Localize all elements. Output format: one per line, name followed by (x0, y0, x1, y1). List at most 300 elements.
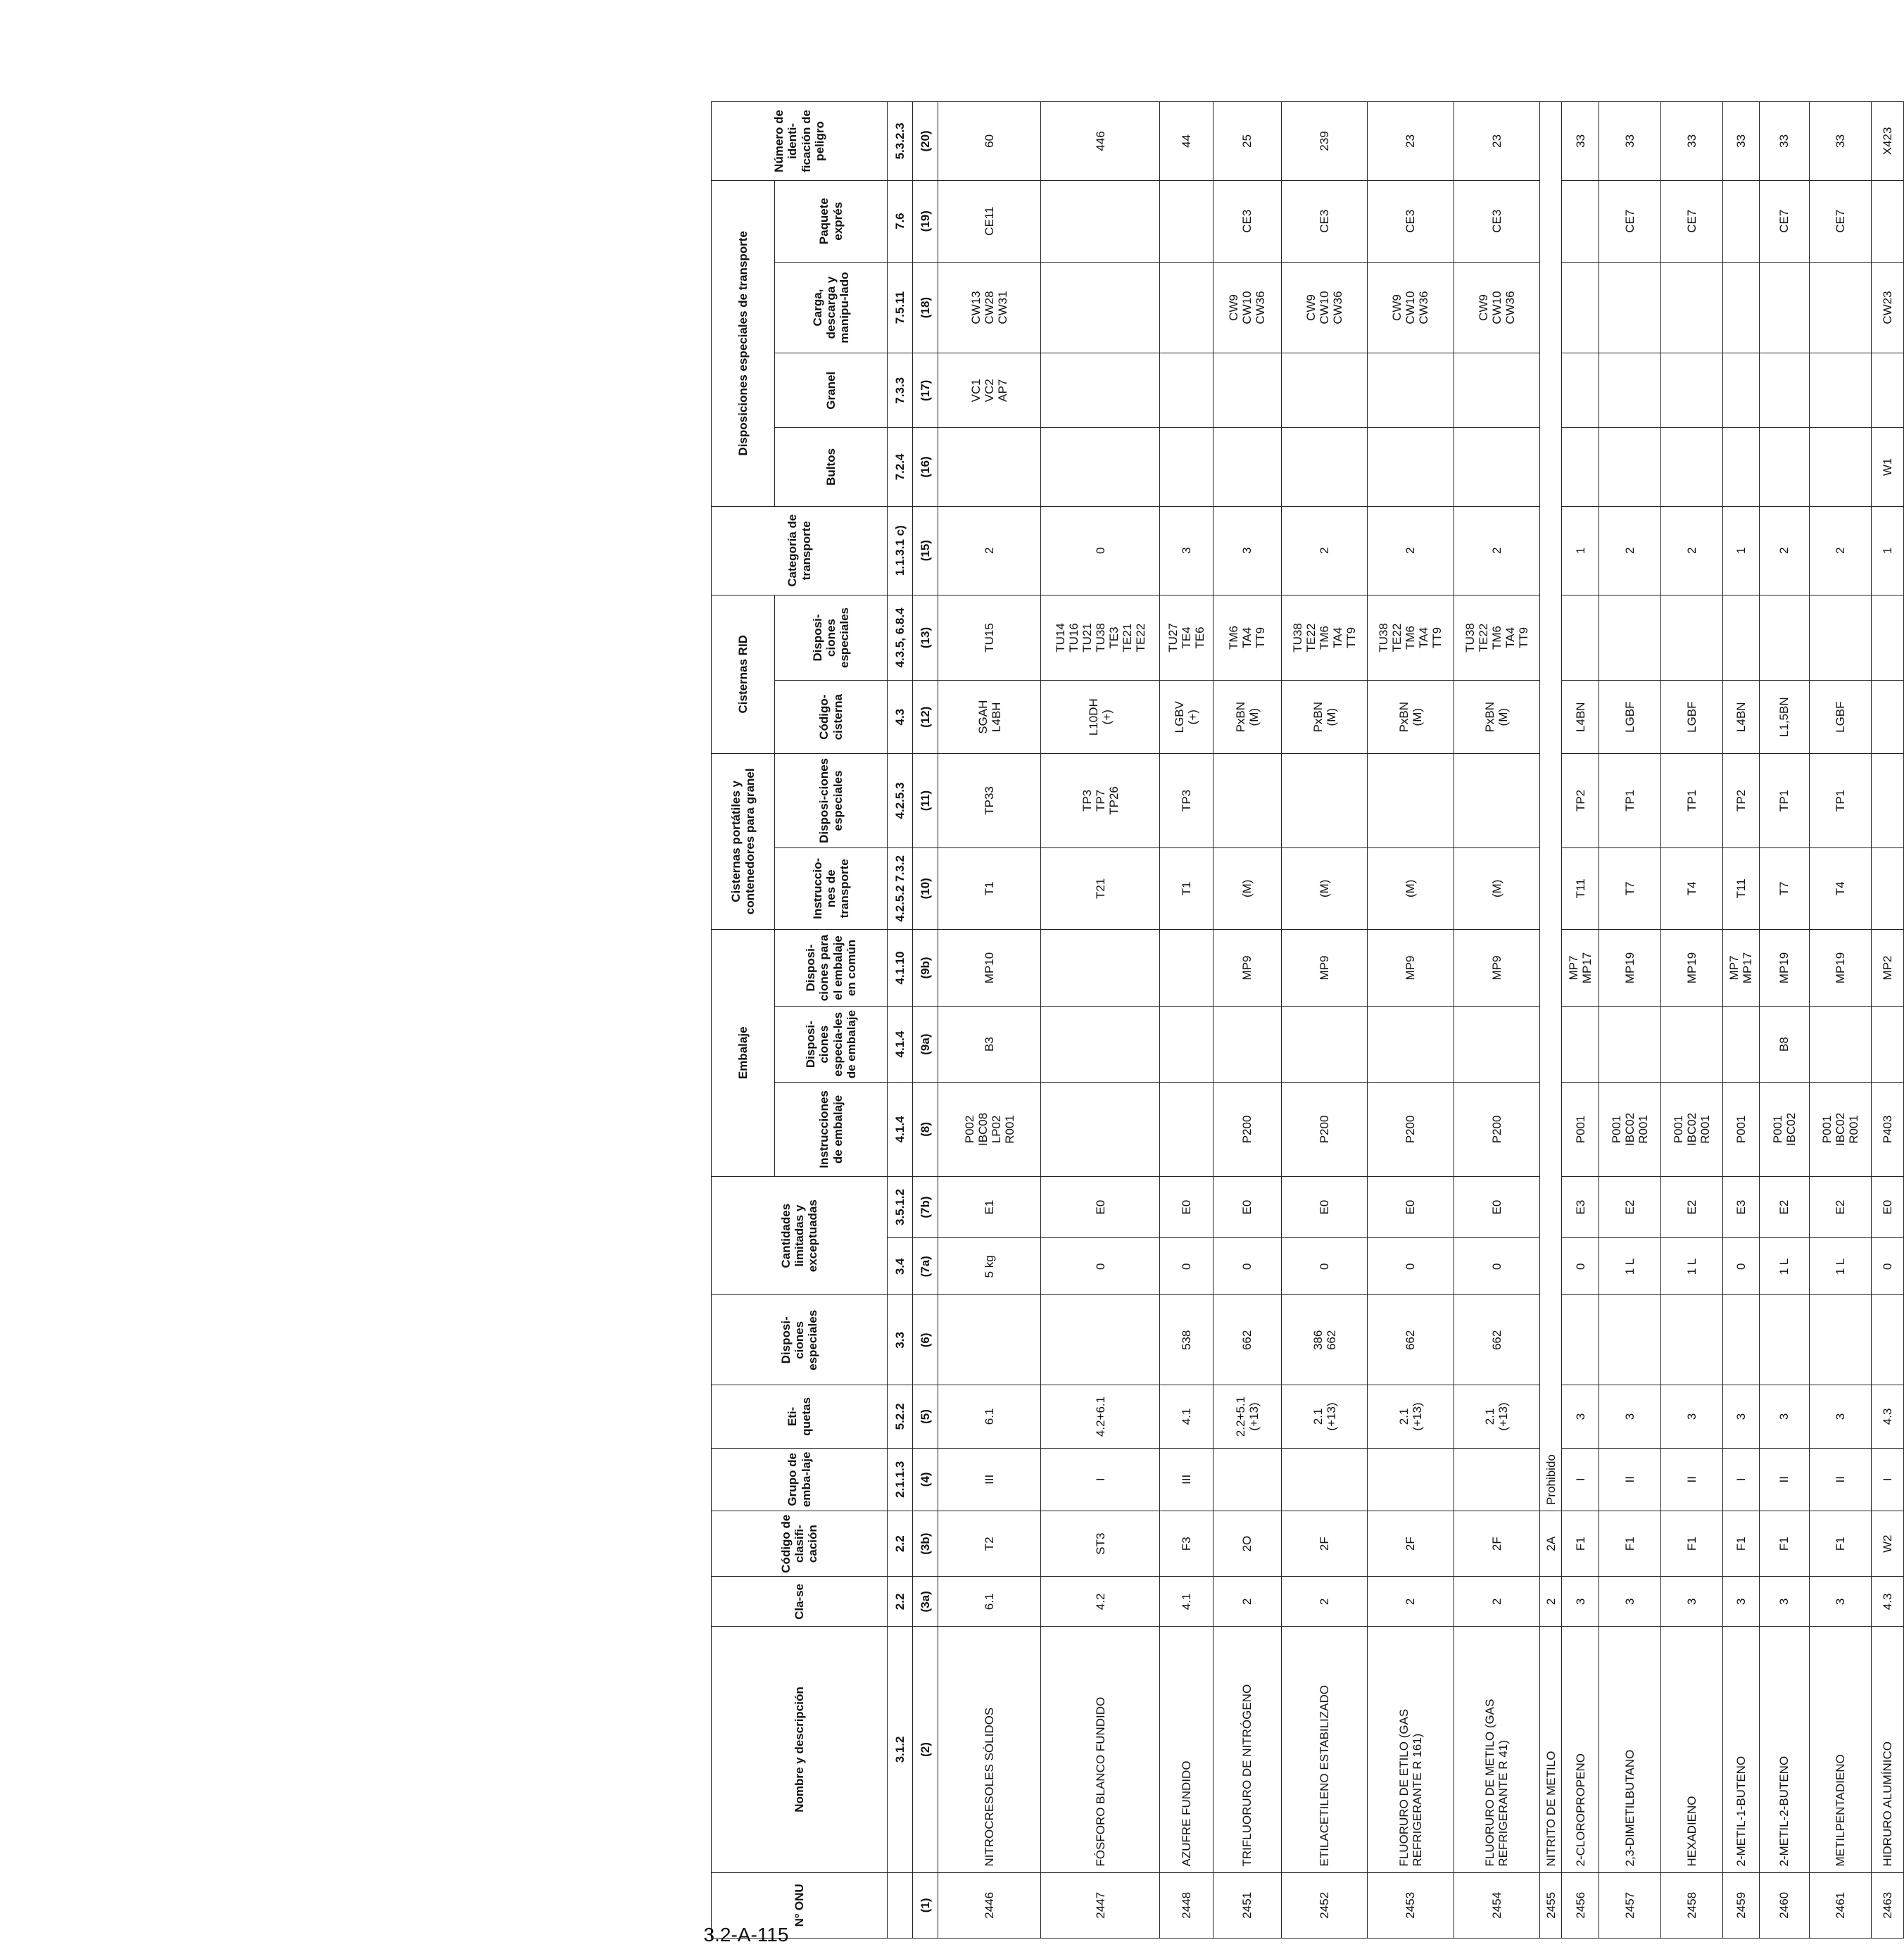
header-un-no: Nº ONU (712, 1872, 888, 1938)
table-cell (1282, 1385, 1368, 1448)
cell-line: (M) (1324, 707, 1338, 726)
cell-line: TU38 (1291, 623, 1305, 653)
reference-cell: 2.2 (888, 1511, 913, 1576)
table-cell: 33 (1809, 102, 1871, 181)
table-cell: II (1599, 1448, 1660, 1511)
table-cell (1159, 929, 1213, 1007)
cell-line: TT9 (1516, 626, 1530, 649)
cell-line: CW36 (1503, 291, 1517, 324)
table-cell: 2459 (1722, 1872, 1760, 1938)
table-cell: MP19 (1660, 929, 1722, 1007)
table-cell: E0 (1213, 1176, 1282, 1237)
cell-line: VC1 (969, 379, 983, 403)
table-row (1599, 102, 1660, 1939)
table-cell: 2458 (1660, 1872, 1722, 1938)
cell-line: CW10 (1318, 291, 1332, 324)
table-cell (938, 1082, 1041, 1176)
table-cell: L4BN (1562, 681, 1599, 754)
table-cell (938, 428, 1041, 507)
cell-line: R001 (1846, 1115, 1860, 1144)
table-cell: 1 L (1660, 1238, 1722, 1295)
table-cell (1213, 595, 1282, 681)
table-cell: 0 (1159, 1238, 1213, 1295)
table-cell: I (1722, 1448, 1760, 1511)
cell-line: TM6 (1404, 626, 1418, 650)
table-cell (1454, 681, 1539, 754)
table-cell: 33 (1722, 102, 1760, 181)
table-cell (1809, 262, 1871, 353)
header-codigo-clasificacion: Código de clasifi-cación (712, 1511, 888, 1576)
table-cell: ST3 (1041, 1511, 1160, 1576)
cell-line: TU38 (1377, 623, 1391, 653)
table-cell (1213, 753, 1282, 847)
cell-line: R001 (1002, 1115, 1016, 1144)
table-cell: 2 (1368, 506, 1454, 595)
table-cell (1809, 1007, 1871, 1083)
table-cell: TP33 (938, 753, 1041, 847)
column-number-cell: (17) (913, 353, 938, 428)
table-cell: TP1 (1809, 753, 1871, 847)
table-cell: 3 (1562, 1385, 1599, 1448)
cell-line: CW10 (1404, 291, 1418, 324)
table-cell: 2 (1539, 1577, 1562, 1627)
table-cell (1213, 428, 1282, 507)
cell-line: TA4 (1417, 627, 1431, 648)
table-cell (1760, 1295, 1810, 1385)
table-cell: MP19 (1809, 929, 1871, 1007)
cell-line: P002 (962, 1115, 976, 1144)
reference-cell: 5.2.2 (888, 1385, 913, 1448)
name-cell: 2-METIL-1-BUTENO (1722, 1627, 1760, 1872)
cell-line: TM6 (1227, 626, 1241, 650)
reference-cell: 4.3.5, 6.8.4 (888, 595, 913, 681)
table-cell (1660, 595, 1722, 681)
dangerous-goods-table (711, 101, 1904, 1939)
table-cell: TP1 (1599, 753, 1660, 847)
table-cell (1809, 1082, 1871, 1176)
cell-line: 2.2+5.1 (1233, 1396, 1247, 1437)
table-cell: 1 L (1760, 1238, 1810, 1295)
table-cell: P200 (1213, 1082, 1282, 1176)
table-cell (1722, 262, 1760, 353)
table-cell (1599, 428, 1660, 507)
table-cell: T11 (1722, 847, 1760, 929)
table-cell: 2454 (1454, 1872, 1539, 1938)
reference-row (888, 102, 913, 1939)
table-cell (1282, 262, 1368, 353)
cell-line: CW10 (1240, 291, 1254, 324)
table-cell: 3 (1159, 506, 1213, 595)
table-cell: T1 (938, 847, 1041, 929)
table-cell: T2 (938, 1511, 1041, 1576)
table-cell: I (1562, 1448, 1599, 1511)
table-cell: LGBF (1599, 681, 1660, 754)
cell-line: TE4 (1179, 626, 1193, 649)
cell-line: 2.1 (1397, 1408, 1411, 1425)
table-cell (1041, 353, 1160, 428)
column-number-cell: (18) (913, 262, 938, 353)
table-cell: 23 (1454, 102, 1539, 181)
table-cell: 2463 (1871, 1872, 1903, 1938)
cell-line: R001 (1698, 1115, 1712, 1144)
table-cell: P001 (1722, 1082, 1760, 1176)
cell-line: TA4 (1503, 627, 1517, 648)
table-cell (1562, 180, 1599, 262)
table-cell: L4BN (1722, 681, 1760, 754)
table-cell (1454, 753, 1539, 847)
table-cell: F1 (1660, 1511, 1722, 1576)
name-cell: AZUFRE FUNDIDO (1159, 1627, 1213, 1872)
cell-line: PxBN (1311, 701, 1325, 733)
table-cell (1871, 353, 1903, 428)
table-cell: III (938, 1448, 1041, 1511)
table-cell: TP1 (1660, 753, 1722, 847)
table-cell: 44 (1159, 102, 1213, 181)
cell-line: MP17 (1580, 952, 1594, 984)
cell-line: FLUORURO DE ETILO (GAS (1397, 1708, 1411, 1867)
cell-line: LGBV (1173, 701, 1187, 733)
table-cell: 0 (1562, 1238, 1599, 1295)
column-number-cell: (4) (913, 1448, 938, 1511)
table-cell: T21 (1041, 847, 1160, 929)
table-cell (1159, 353, 1213, 428)
table-cell: 2461 (1809, 1872, 1871, 1938)
table-cell: 1 L (1809, 1238, 1871, 1295)
cell-line: P001 (1609, 1115, 1623, 1144)
table-cell (1213, 262, 1282, 353)
cell-line: TE6 (1192, 626, 1206, 649)
table-cell (1041, 262, 1160, 353)
table-cell (1213, 1385, 1282, 1448)
cell-line: CW9 (1476, 294, 1490, 321)
table-cell (1041, 180, 1160, 262)
header-etiquetas: Eti-quetas (712, 1385, 888, 1448)
table-cell: 662 (1368, 1295, 1454, 1385)
cell-line: 662 (1324, 1330, 1338, 1351)
cell-line: IBC02 (1833, 1112, 1847, 1147)
table-cell: 1 L (1599, 1238, 1660, 1295)
table-cell (1722, 929, 1760, 1007)
table-row (1368, 102, 1454, 1939)
table-cell: 3 (1722, 1385, 1760, 1448)
table-cell (1159, 595, 1213, 681)
column-number-cell: (11) (913, 753, 938, 847)
table-cell: 3 (1809, 1385, 1871, 1448)
table-cell: 25 (1213, 102, 1282, 181)
table-cell (1809, 428, 1871, 507)
column-number-cell: (20) (913, 102, 938, 181)
reference-cell: 7.2.4 (888, 428, 913, 507)
column-number-cell: (1) (913, 1872, 938, 1938)
table-cell (1368, 1385, 1454, 1448)
table-cell (1599, 353, 1660, 428)
name-cell: NITRITO DE METILO (1539, 1627, 1562, 1872)
table-cell: 3 (1599, 1577, 1660, 1627)
table-row (938, 102, 1041, 1939)
table-cell (1809, 353, 1871, 428)
name-cell: 2,3-DIMETILBUTANO (1599, 1627, 1660, 1872)
table-cell (1599, 1007, 1660, 1083)
cell-line: CW9 (1304, 294, 1318, 321)
table-cell (1871, 1295, 1903, 1385)
table-cell (1454, 353, 1539, 428)
table-cell (1760, 1082, 1810, 1176)
table-cell (1599, 262, 1660, 353)
table-cell (1562, 428, 1599, 507)
table-cell: 2456 (1562, 1872, 1599, 1938)
table-cell: TP2 (1562, 753, 1599, 847)
table-cell: E2 (1809, 1176, 1871, 1237)
table-cell (1213, 1448, 1282, 1511)
table-cell (1871, 180, 1903, 262)
column-number-cell: (8) (913, 1082, 938, 1176)
column-number-cell: (9b) (913, 929, 938, 1007)
table-cell (1454, 428, 1539, 507)
table-cell: 2 (1599, 506, 1660, 595)
cell-line: 386 (1311, 1330, 1325, 1351)
table-cell: 0 (1722, 1238, 1760, 1295)
table-cell (1368, 753, 1454, 847)
table-cell (1282, 1448, 1368, 1511)
table-cell: E0 (1041, 1176, 1160, 1237)
table-cell (1660, 1295, 1722, 1385)
table-cell: 4.2+6.1 (1041, 1385, 1160, 1448)
table-cell: LGBF (1809, 681, 1871, 754)
table-cell: MP9 (1368, 929, 1454, 1007)
header-disposiciones-especiales: Disposi-ciones especiales (712, 1295, 888, 1385)
header-cisternas-rid: Cisternas RID (712, 595, 775, 753)
table-cell: II (1809, 1448, 1871, 1511)
cell-line: TE22 (1304, 623, 1318, 653)
table-cell: 2F (1282, 1511, 1368, 1576)
table-cell (1282, 595, 1368, 681)
table-body (938, 102, 1904, 1939)
table-cell: 0 (1454, 1238, 1539, 1295)
cell-line: TU21 (1080, 623, 1094, 653)
table-cell: 1 (1562, 506, 1599, 595)
table-cell (1159, 180, 1213, 262)
table-cell (938, 681, 1041, 754)
table-cell (1722, 180, 1760, 262)
table-cell: F1 (1562, 1511, 1599, 1576)
table-cell: B8 (1760, 1007, 1810, 1083)
reference-cell: 7.5.11 (888, 262, 913, 353)
table-cell: 2 (1282, 1577, 1368, 1627)
table-cell: CE7 (1599, 180, 1660, 262)
table-cell: P200 (1454, 1082, 1539, 1176)
header-instrucciones-transporte: Instruccio-nes de transporte (775, 847, 888, 929)
cell-line: P001 (1770, 1115, 1784, 1144)
cell-line: TP26 (1107, 786, 1121, 815)
column-number-cell: (16) (913, 428, 938, 507)
name-cell: HEXADIENO (1660, 1627, 1722, 1872)
table-cell: 4.3 (1871, 1577, 1903, 1627)
table-cell: E2 (1599, 1176, 1660, 1237)
table-cell: 2F (1454, 1511, 1539, 1576)
table-cell (1722, 1007, 1760, 1083)
table-row (1722, 102, 1760, 1939)
table-cell (1159, 428, 1213, 507)
table-cell: CE3 (1454, 180, 1539, 262)
header-cantidades: Cantidades limitadas y exceptuadas (712, 1176, 888, 1295)
table-cell (1760, 595, 1810, 681)
table-cell: 2 (1454, 1577, 1539, 1627)
table-cell: 239 (1282, 102, 1368, 181)
name-cell: HIDRURO ALUMÍNICO (1871, 1627, 1903, 1872)
table-cell: 2 (938, 506, 1041, 595)
table-cell (1454, 1385, 1539, 1448)
column-number-cell: (13) (913, 595, 938, 681)
table-cell (1282, 1007, 1368, 1083)
reference-cell: 4.1.4 (888, 1082, 913, 1176)
table-cell (1562, 353, 1599, 428)
table-cell (1368, 353, 1454, 428)
cell-line: TE22 (1390, 623, 1404, 653)
table-cell: L1,5BN (1760, 681, 1810, 754)
table-cell: (M) (1213, 847, 1282, 929)
cell-line: AP7 (996, 379, 1010, 402)
table-cell: 3 (1213, 506, 1282, 595)
table-cell (1722, 1295, 1760, 1385)
table-cell (1282, 1295, 1368, 1385)
table-cell: 4.2 (1041, 1577, 1160, 1627)
table-cell: CE3 (1282, 180, 1368, 262)
table-cell: 538 (1159, 1295, 1213, 1385)
table-cell (1368, 595, 1454, 681)
table-cell: MP9 (1213, 929, 1282, 1007)
table-cell: I (1871, 1448, 1903, 1511)
table-cell: F1 (1722, 1511, 1760, 1576)
table-cell: 0 (1041, 506, 1160, 595)
reference-cell: 4.2.5.3 (888, 753, 913, 847)
header-grupo-embalaje: Grupo de emba-laje (712, 1448, 888, 1511)
table-cell: 6.1 (938, 1385, 1041, 1448)
table-cell (1562, 929, 1599, 1007)
cell-line: LP02 (989, 1115, 1003, 1144)
table-cell: 33 (1760, 102, 1810, 181)
table-row (1809, 102, 1871, 1939)
table-cell: 2F (1368, 1511, 1454, 1576)
cell-line: TU14 (1053, 623, 1067, 653)
cell-line: MP17 (1741, 952, 1755, 984)
cell-line: SGAH (976, 700, 990, 734)
table-cell (1562, 1007, 1599, 1083)
table-cell (1760, 428, 1810, 507)
table-row (1871, 102, 1903, 1939)
table-cell: MP9 (1454, 929, 1539, 1007)
cell-line: CW31 (996, 291, 1010, 324)
table-cell: T4 (1809, 847, 1871, 929)
table-row (1760, 102, 1810, 1939)
column-number-cell: (2) (913, 1627, 938, 1872)
table-cell: 3 (1760, 1385, 1810, 1448)
table-cell: B3 (938, 1007, 1041, 1083)
table-cell: 662 (1213, 1295, 1282, 1385)
table-cell (938, 353, 1041, 428)
reference-cell: 4.3 (888, 681, 913, 754)
cell-line: P001 (1820, 1115, 1834, 1144)
table-cell (1282, 428, 1368, 507)
reference-cell: 3.1.2 (888, 1627, 913, 1872)
cell-line: TE21 (1120, 623, 1134, 653)
table-cell: 2455 (1539, 1872, 1562, 1938)
name-cell: NITROCRESOLES SÓLIDOS (938, 1627, 1041, 1872)
column-number-row (913, 102, 938, 1939)
header-granel: Granel (775, 353, 888, 428)
name-cell: 2-METIL-2-BUTENO (1760, 1627, 1810, 1872)
table-cell: TP1 (1760, 753, 1810, 847)
cell-line: CW13 (969, 291, 983, 324)
cell-line: TT9 (1430, 626, 1444, 649)
table-cell: T7 (1599, 847, 1660, 929)
table-cell: I (1041, 1448, 1160, 1511)
table-cell: E0 (1454, 1176, 1539, 1237)
reference-cell: 3.5.1.2 (888, 1176, 913, 1237)
reference-cell: 1.1.3.1 c) (888, 506, 913, 595)
table-cell: 2 (1213, 1577, 1282, 1627)
column-number-cell: (15) (913, 506, 938, 595)
header-embalaje-comun: Disposi-ciones para el embalaje en común (775, 929, 888, 1007)
table-cell: CE7 (1809, 180, 1871, 262)
header-embalaje: Embalaje (712, 929, 775, 1176)
table-cell (1041, 1007, 1160, 1083)
table-cell (1159, 262, 1213, 353)
name-cell: 2-CLOROPROPENO (1562, 1627, 1599, 1872)
table-cell: X423 (1871, 102, 1903, 181)
header-codigo-cisterna: Código-cisterna (775, 681, 888, 754)
column-number-cell: (3b) (913, 1511, 938, 1576)
table-cell: TP3 (1159, 753, 1213, 847)
cell-line: L4BH (989, 702, 1003, 732)
table-cell (1660, 262, 1722, 353)
header-numero-peligro: Número de identi-ficación de peligro (712, 102, 888, 181)
table-cell: 3 (1562, 1577, 1599, 1627)
cell-line: (+) (1100, 710, 1114, 725)
column-number-cell: (3a) (913, 1577, 938, 1627)
cell-line: (M) (1410, 707, 1424, 726)
table-cell (1599, 595, 1660, 681)
table-cell: P403 (1871, 1082, 1903, 1176)
header-clase: Cla-se (712, 1577, 888, 1627)
cell-line: FLUORURO DE METILO (GAS (1483, 1698, 1497, 1867)
table-cell: 2 (1282, 506, 1368, 595)
table-cell (1282, 681, 1368, 754)
table-cell (1041, 1295, 1160, 1385)
table-cell: 4.1 (1159, 1385, 1213, 1448)
table-cell (1454, 262, 1539, 353)
cell-line: TM6 (1489, 626, 1503, 650)
cell-line: CW36 (1331, 291, 1345, 324)
table-cell (1041, 428, 1160, 507)
table-cell (1368, 681, 1454, 754)
cell-line: PxBN (1233, 701, 1247, 733)
cell-line: (+13) (1496, 1402, 1511, 1431)
table-cell (1562, 595, 1599, 681)
cell-line: (M) (1496, 707, 1511, 726)
table-cell: F1 (1809, 1511, 1871, 1576)
table-cell (1660, 1007, 1722, 1083)
table-cell (1213, 1007, 1282, 1083)
table-cell (938, 262, 1041, 353)
cell-line: TU38 (1463, 623, 1477, 653)
table-cell: 0 (1282, 1238, 1368, 1295)
cell-line: MP7 (1727, 955, 1741, 981)
table-cell: T11 (1562, 847, 1599, 929)
header-carga-descarga: Carga, descarga y manipu-lado (775, 262, 888, 353)
table-cell (1041, 595, 1160, 681)
page-number: 3.2-A-115 (703, 1924, 789, 1946)
table-cell (1660, 428, 1722, 507)
